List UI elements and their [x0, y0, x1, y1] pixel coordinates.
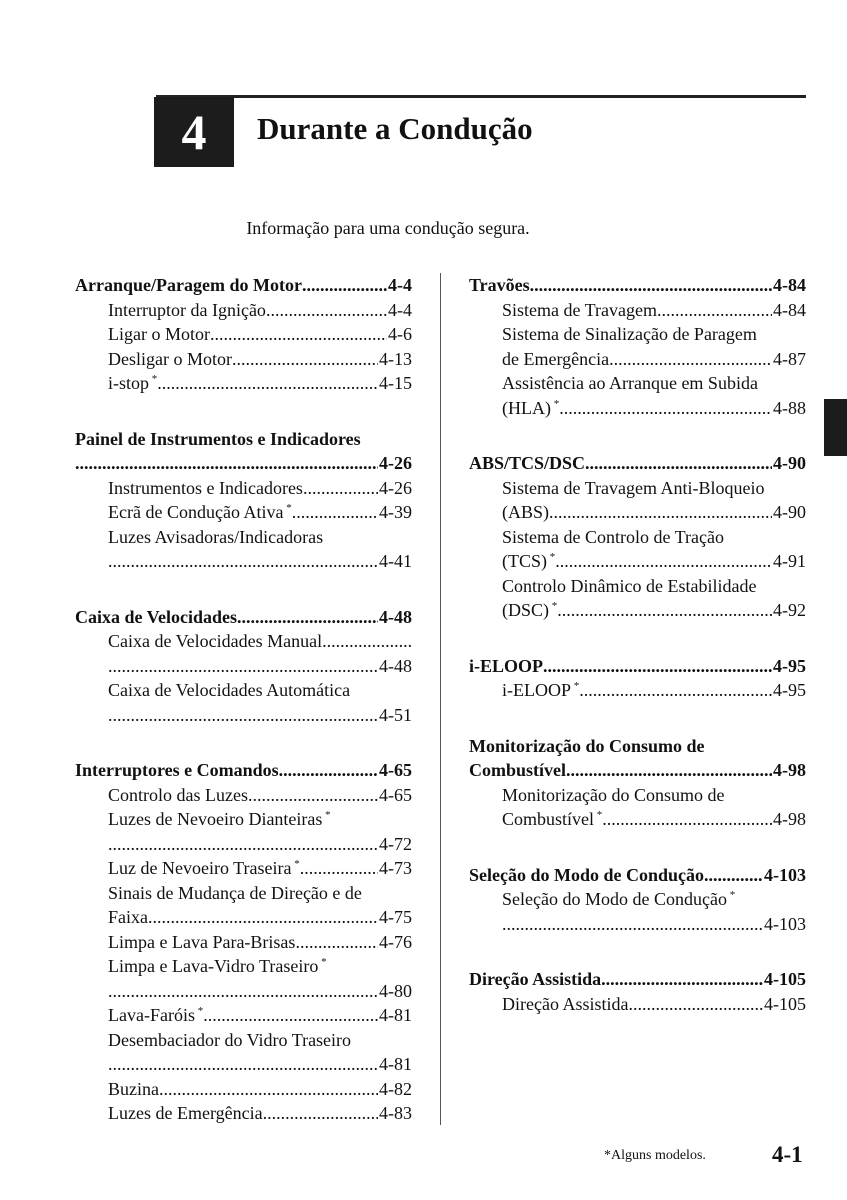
toc-heading[interactable] — [75, 427, 412, 452]
toc-entry[interactable] — [75, 549, 412, 574]
toc-entry-title: Travões — [469, 275, 530, 295]
toc-entry[interactable] — [469, 322, 806, 347]
dot-leader — [585, 451, 772, 476]
toc-right-column — [469, 273, 806, 1047]
toc-heading[interactable] — [469, 451, 806, 476]
toc-page-ref: 4-98 — [773, 760, 806, 780]
toc-entry-title: Luzes de Nevoeiro Dianteiras * — [108, 809, 331, 829]
toc-entry-title: Interruptores e Comandos — [75, 760, 279, 780]
toc-entry-title: Instrumentos e Indicadores — [108, 477, 303, 498]
toc-page-ref: 4-65 — [379, 760, 412, 780]
toc-entry-title: Ecrã de Condução Ativa * — [108, 502, 292, 522]
toc-entry-title: Monitorização do Consumo de — [469, 735, 705, 756]
toc-page-ref: 4-105 — [764, 993, 806, 1014]
toc-page-ref: 4-95 — [773, 655, 806, 676]
toc-entry[interactable] — [75, 678, 412, 703]
toc-heading[interactable] — [469, 758, 806, 783]
toc-entry-title: Monitorização do Consumo de — [502, 784, 725, 805]
toc-entry[interactable] — [469, 500, 806, 525]
toc-page-ref: 4-39 — [379, 502, 412, 522]
toc-section — [469, 451, 806, 623]
toc-entry-title: (ABS) — [502, 502, 550, 522]
toc-entry-title: Seleção do Modo de Condução — [469, 864, 705, 885]
toc-entry-title: Lava-Faróis * — [108, 1005, 204, 1025]
toc-entry-title: Caixa de Velocidades Automática — [108, 680, 351, 700]
toc-section — [75, 427, 412, 574]
toc-page-ref: 4-65 — [379, 784, 412, 805]
toc-entry[interactable] — [469, 598, 806, 623]
toc-page-ref: 4-51 — [379, 704, 412, 725]
chapter-side-tab — [824, 399, 847, 456]
toc-entry[interactable] — [75, 703, 412, 728]
toc-entry-title: Ligar o Motor — [108, 324, 210, 344]
toc-entry-title: Desembaciador do Vidro Traseiro — [108, 1029, 352, 1050]
toc-page-ref: 4-72 — [379, 833, 412, 854]
toc-entry-title: Caixa de Velocidades Manual — [108, 631, 323, 651]
toc-entry[interactable] — [469, 992, 806, 1017]
toc-entry[interactable] — [75, 629, 412, 654]
toc-entry[interactable] — [75, 654, 412, 679]
toc-entry-title: (DSC) * — [502, 600, 558, 620]
toc-entry[interactable] — [469, 807, 806, 832]
toc-entry[interactable] — [469, 347, 806, 372]
dot-leader — [502, 912, 763, 937]
dot-leader — [157, 371, 378, 396]
toc-page-ref: 4-4 — [388, 299, 412, 320]
toc-page-ref: 4-84 — [773, 299, 806, 320]
toc-page-ref: 4-98 — [773, 809, 806, 829]
toc-entry[interactable] — [469, 783, 806, 808]
toc-entry[interactable] — [469, 549, 806, 574]
toc-section — [75, 273, 412, 396]
dot-leader — [303, 476, 378, 501]
toc-entry[interactable] — [469, 396, 806, 421]
dot-leader — [237, 605, 378, 630]
toc-entry-title: (HLA) * — [502, 397, 560, 418]
dot-leader — [248, 783, 378, 808]
dot-leader — [108, 832, 378, 857]
dot-leader — [579, 678, 772, 703]
dot-leader — [279, 758, 378, 783]
dot-leader — [559, 396, 772, 421]
toc-page-ref: 4-73 — [379, 858, 412, 878]
toc-page-ref: 4-103 — [764, 913, 806, 934]
toc-entry[interactable] — [75, 1077, 412, 1102]
toc-entry-title: (TCS) * — [502, 551, 556, 571]
toc-entry-title: ABS/TCS/DSC — [469, 453, 586, 473]
toc-page-ref: 4-105 — [764, 969, 806, 989]
toc-entry-title: Painel de Instrumentos e Indicadores — [75, 428, 361, 449]
toc-heading[interactable] — [469, 734, 806, 759]
toc-entry-title: i-stop * — [108, 373, 158, 393]
model-note-marker: * — [550, 397, 560, 410]
toc-heading[interactable] — [469, 863, 806, 888]
toc-entry-title: i-ELOOP — [469, 655, 544, 676]
toc-page-ref: 4-15 — [379, 373, 412, 393]
toc-page-ref: 4-90 — [773, 502, 806, 522]
model-note-marker: * — [726, 889, 736, 901]
toc-entry-title: Sistema de Travagem Anti-Bloqueio — [502, 477, 765, 498]
dot-leader — [148, 905, 378, 930]
dot-leader — [601, 967, 763, 992]
toc-page-ref: 4-95 — [773, 680, 806, 700]
toc-entry-title: Luzes de Emergência — [108, 1103, 263, 1123]
toc-page-ref: 4-84 — [773, 275, 806, 295]
toc-heading[interactable] — [469, 967, 806, 992]
toc-entry-title: Luzes Avisadoras/Indicadoras — [108, 526, 324, 547]
model-note-marker: * — [318, 956, 327, 968]
toc-entry[interactable] — [75, 476, 412, 501]
toc-entry[interactable] — [469, 887, 806, 912]
toc-entry-title: Sinais de Mudança de Direção e de — [108, 882, 362, 903]
toc-entry[interactable] — [75, 1052, 412, 1077]
toc-section — [469, 967, 806, 1016]
chapter-number: 4 — [181, 104, 207, 160]
model-note-marker: * — [571, 680, 580, 692]
toc-page-ref: 4-103 — [764, 864, 806, 885]
toc-entry[interactable] — [469, 912, 806, 937]
toc-entry[interactable] — [469, 525, 806, 550]
toc-heading[interactable] — [75, 758, 412, 783]
toc-page-ref: 4-48 — [379, 606, 412, 627]
toc-page-ref: 4-13 — [379, 348, 412, 369]
toc-entry-title: Controlo Dinâmico de Estabilidade — [502, 575, 757, 596]
toc-entry-title: Sistema de Travagem — [502, 299, 657, 320]
toc-entry-title: Luz de Nevoeiro Traseira * — [108, 858, 300, 878]
toc-entry-title: Interruptor da Ignição — [108, 299, 266, 320]
model-note-marker: * — [291, 858, 300, 870]
toc-heading[interactable] — [75, 451, 412, 476]
dot-leader — [108, 979, 378, 1004]
dot-leader — [159, 1077, 378, 1102]
chapter-title: Durante a Condução — [257, 111, 533, 146]
toc-entry[interactable] — [75, 930, 412, 955]
dot-leader — [530, 273, 772, 298]
toc-page-ref: 4-80 — [379, 980, 412, 1001]
toc-entry-title: Buzina — [108, 1078, 159, 1099]
toc-entry-title: Combustível * — [502, 809, 603, 829]
dot-leader — [609, 347, 772, 372]
toc-page-ref: 4-26 — [379, 477, 412, 498]
dot-leader — [108, 549, 378, 574]
toc-page-ref: 4-81 — [379, 1054, 412, 1074]
toc-entry-title: Faixa — [108, 907, 148, 927]
model-note-marker: * — [547, 551, 556, 563]
dot-leader — [628, 992, 763, 1017]
toc-entry[interactable] — [75, 979, 412, 1004]
toc-entry-title: Sistema de Sinalização de Paragem — [502, 324, 757, 344]
toc-page-ref: 4-87 — [773, 348, 806, 369]
dot-leader — [210, 322, 387, 347]
model-note-marker: * — [283, 502, 292, 514]
toc-entry[interactable] — [75, 1101, 412, 1126]
toc-entry[interactable] — [75, 905, 412, 930]
dot-leader — [108, 1052, 378, 1077]
toc-section — [75, 758, 412, 1126]
toc-section — [469, 734, 806, 832]
toc-page-ref: 4-4 — [388, 275, 412, 295]
toc-page-ref: 4-75 — [379, 907, 412, 927]
toc-page-ref: 4-76 — [379, 931, 412, 952]
page-number: 4-1 — [772, 1142, 803, 1167]
toc-entry-title: Caixa de Velocidades — [75, 606, 238, 627]
toc-entry[interactable] — [75, 1003, 412, 1028]
footnote: *Alguns modelos. — [604, 1148, 706, 1163]
toc-page-ref: 4-6 — [388, 324, 412, 344]
dot-leader — [566, 758, 772, 783]
toc-page-ref: 4-91 — [773, 551, 806, 571]
toc-section — [469, 863, 806, 937]
dot-leader — [292, 500, 378, 525]
toc-entry[interactable] — [75, 783, 412, 808]
chapter-intro: Informação para uma condução segura. — [246, 218, 530, 238]
toc-entry[interactable] — [75, 298, 412, 323]
dot-leader — [108, 654, 378, 679]
toc-entry-title: Desligar o Motor — [108, 348, 232, 369]
toc-page-ref: 4-92 — [773, 600, 806, 620]
toc-entry-title: Controlo das Luzes — [108, 784, 248, 805]
toc-entry-title: Assistência ao Arranque em Subida — [502, 373, 758, 393]
dot-leader — [302, 273, 387, 298]
toc-section — [469, 273, 806, 420]
toc-heading[interactable] — [75, 273, 412, 298]
toc-page-ref: 4-41 — [379, 551, 412, 571]
toc-entry[interactable] — [75, 1028, 412, 1053]
toc-entry-title: Sistema de Controlo de Tração — [502, 526, 724, 547]
toc-page-ref: 4-81 — [379, 1005, 412, 1025]
toc-entry[interactable] — [75, 954, 412, 979]
toc-entry[interactable] — [75, 881, 412, 906]
toc-page-ref: 4-26 — [379, 453, 412, 473]
toc-heading[interactable] — [469, 654, 806, 679]
dot-leader — [602, 807, 772, 832]
toc-entry[interactable] — [75, 832, 412, 857]
toc-page-ref: 4-83 — [379, 1103, 412, 1123]
toc-entry[interactable] — [75, 856, 412, 881]
toc-page-ref: 4-82 — [379, 1078, 412, 1099]
toc-entry-title: Limpa e Lava-Vidro Traseiro * — [108, 956, 327, 976]
chapter-number-box — [154, 97, 234, 167]
toc-entry[interactable] — [75, 371, 412, 396]
toc-entry[interactable] — [469, 476, 806, 501]
toc-page-ref: 4-48 — [379, 655, 412, 676]
toc-entry-title: Arranque/Paragem do Motor — [75, 275, 302, 295]
dot-leader — [108, 703, 378, 728]
toc-section — [469, 654, 806, 703]
toc-entry-title: de Emergência — [502, 348, 610, 369]
dot-leader — [657, 298, 772, 323]
dot-leader — [300, 856, 378, 881]
toc-entry-title: Direção Assistida — [469, 969, 602, 989]
dot-leader — [75, 451, 378, 476]
toc-heading[interactable] — [75, 605, 412, 630]
dot-leader — [549, 500, 772, 525]
dot-leader — [557, 598, 772, 623]
model-note-marker: * — [549, 600, 558, 612]
dot-leader — [295, 930, 378, 955]
toc-left-column — [75, 273, 412, 1157]
model-note-marker: * — [594, 809, 603, 821]
dot-leader — [263, 1101, 378, 1126]
toc-entry-title: i-ELOOP * — [502, 680, 580, 700]
toc-entry[interactable] — [469, 574, 806, 599]
dot-leader — [555, 549, 772, 574]
dot-leader — [543, 654, 772, 679]
toc-entry[interactable] — [75, 525, 412, 550]
toc-entry-title: Limpa e Lava Para-Brisas — [108, 931, 296, 952]
toc-entry-title: Combustível — [469, 760, 567, 780]
toc-entry[interactable] — [75, 500, 412, 525]
toc-page-ref: 4-88 — [773, 397, 806, 418]
model-note-marker: * — [194, 1005, 204, 1017]
dot-leader — [232, 347, 378, 372]
dot-leader — [322, 629, 412, 654]
toc-section — [75, 605, 412, 728]
dot-leader — [266, 298, 387, 323]
toc-entry[interactable] — [75, 322, 412, 347]
toc-entry[interactable] — [469, 298, 806, 323]
toc-entry[interactable] — [469, 678, 806, 703]
toc-entry-title: Direção Assistida — [502, 993, 629, 1014]
column-divider — [440, 273, 441, 1125]
dot-leader — [704, 863, 763, 888]
toc-heading[interactable] — [469, 273, 806, 298]
toc-entry[interactable] — [469, 371, 806, 396]
model-note-marker: * — [149, 373, 158, 385]
dot-leader — [203, 1003, 378, 1028]
model-note-marker: * — [322, 809, 331, 821]
toc-page-ref: 4-90 — [773, 453, 806, 473]
toc-entry-title: Seleção do Modo de Condução * — [502, 889, 736, 909]
toc-entry[interactable] — [75, 807, 412, 832]
toc-entry[interactable] — [75, 347, 412, 372]
header-rule — [156, 95, 806, 98]
